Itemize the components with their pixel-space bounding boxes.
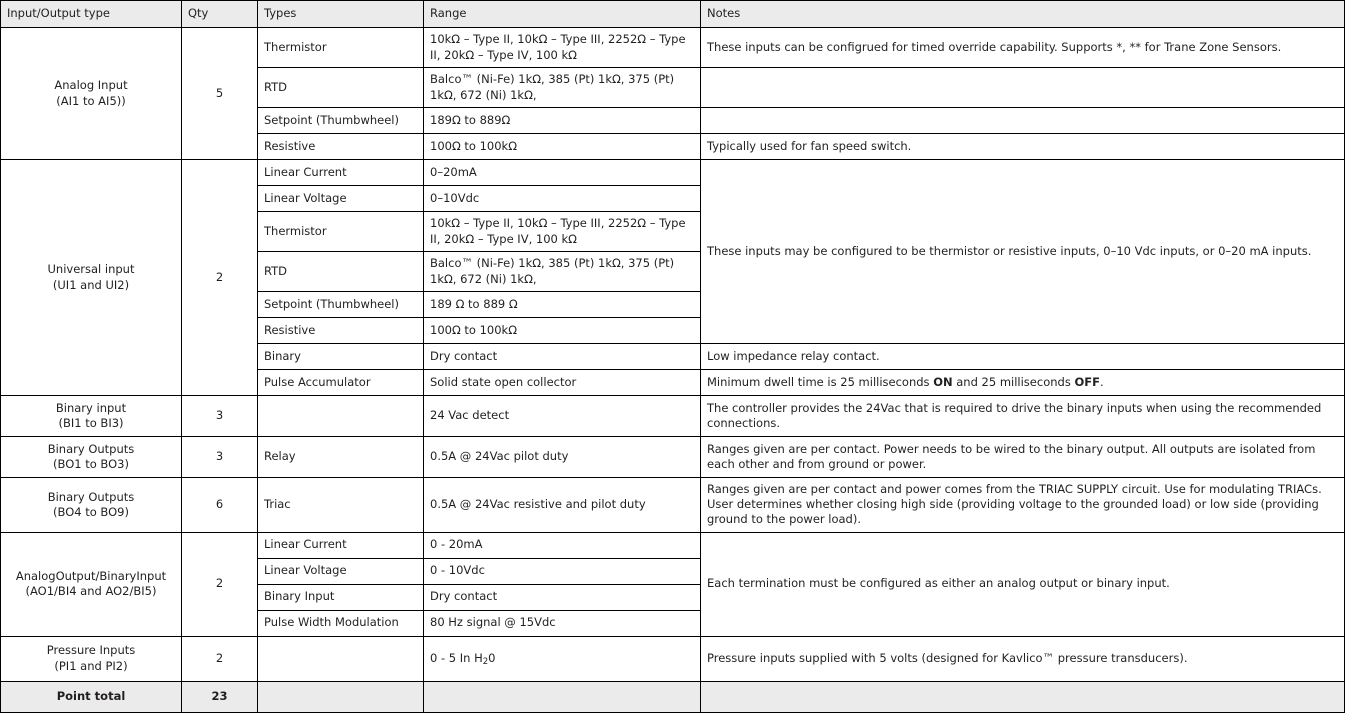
qty-cell: 2	[182, 532, 258, 636]
table-header	[1, 1, 1345, 28]
types-cell: Linear Current	[258, 532, 424, 558]
io-type-name: Binary Outputs	[47, 441, 135, 456]
types-cell: RTD	[258, 252, 424, 292]
footer-label: Point total	[1, 681, 182, 712]
io-type-designator: (AO1/BI4 and AO2/BI5)	[25, 584, 157, 599]
types-cell: Binary Input	[258, 584, 424, 610]
types-cell: Triac	[258, 478, 424, 533]
range-cell: 0.5A @ 24Vac pilot duty	[424, 437, 701, 478]
table-body	[1, 28, 1345, 682]
range-cell: 189 Ω to 889 Ω	[424, 292, 701, 318]
io-type-designator: (BI1 to BI3)	[58, 416, 124, 430]
range-cell: 100Ω to 100kΩ	[424, 318, 701, 344]
types-cell: Linear Voltage	[258, 558, 424, 584]
range-cell: Dry contact	[424, 344, 701, 370]
table-row	[1, 478, 1345, 533]
io-type-cell	[1, 532, 182, 636]
types-cell: Linear Current	[258, 160, 424, 186]
qty-cell: 3	[182, 437, 258, 478]
range-cell: 100Ω to 100kΩ	[424, 134, 701, 160]
notes-cell	[701, 108, 1345, 134]
notes-cell: These inputs may be configured to be thermistor or resistive inputs, 0–10 Vdc inputs, or 0–20 mA inputs.	[701, 160, 1345, 344]
footer-row-point-total	[1, 681, 1345, 712]
notes-cell: Low impedance relay contact.	[701, 344, 1345, 370]
io-type-designator: (BO1 to BO3)	[53, 457, 129, 471]
io-type-designator: (PI1 and PI2)	[54, 658, 128, 673]
notes-cell: The controller provides the 24Vac that is required to drive the binary inputs when using the recommended connections.	[701, 396, 1345, 437]
types-cell: Linear Voltage	[258, 186, 424, 212]
io-type-designator: (BO4 to BO9)	[53, 504, 129, 519]
io-type-designator: (UI1 and UI2)	[52, 277, 130, 292]
range-cell: Solid state open collector	[424, 370, 701, 396]
types-cell: Thermistor	[258, 28, 424, 68]
footer-types-blank	[258, 681, 424, 712]
footer-range-blank	[424, 681, 701, 712]
types-cell: RTD	[258, 68, 424, 108]
table-row	[1, 636, 1345, 681]
types-cell: Setpoint (Thumbwheel)	[258, 108, 424, 134]
range-cell: 0 - 20mA	[424, 532, 701, 558]
table-row	[1, 160, 1345, 186]
io-type-designator: (AI1 to AI5))	[56, 93, 126, 108]
notes-cell: Pressure inputs supplied with 5 volts (designed for Kavlico™ pressure transducers).	[701, 636, 1345, 681]
types-cell: Pulse Width Modulation	[258, 610, 424, 636]
io-type-cell	[1, 478, 182, 533]
range-cell: 189Ω to 889Ω	[424, 108, 701, 134]
header-row	[1, 1, 1345, 28]
range-cell: 80 Hz signal @ 15Vdc	[424, 610, 701, 636]
io-type-name: AnalogOutput/BinaryInput	[15, 568, 167, 583]
range-cell: 0–10Vdc	[424, 186, 701, 212]
notes-cell	[701, 68, 1345, 108]
io-type-name: Binary Outputs	[47, 489, 135, 504]
range-cell: 10kΩ – Type II, 10kΩ – Type III, 2252Ω – Type II, 20kΩ – Type IV, 100 kΩ	[424, 28, 701, 68]
column-header-input-output-type: Input/Output type	[1, 1, 182, 28]
types-cell: Pulse Accumulator	[258, 370, 424, 396]
types-cell	[258, 396, 424, 437]
column-header-types: Types	[258, 1, 424, 28]
footer-qty-total: 23	[182, 681, 258, 712]
table-row	[1, 532, 1345, 558]
qty-cell: 6	[182, 478, 258, 533]
notes-cell: Each termination must be configured as either an analog output or binary input.	[701, 532, 1345, 636]
qty-cell: 5	[182, 28, 258, 160]
range-cell: 24 Vac detect	[424, 396, 701, 437]
column-header-notes: Notes	[701, 1, 1345, 28]
notes-cell: These inputs can be configrued for timed override capability. Supports *, ** for Trane Zone Sensors.	[701, 28, 1345, 68]
notes-cell: Ranges given are per contact and power comes from the TRIAC SUPPLY circuit. Use for modulating TRIACs. User determines whether closing high side (providing voltage to the grounded load) or low side (providing ground to the power load).	[701, 478, 1345, 533]
io-type-cell	[1, 396, 182, 437]
io-type-name: Pressure Inputs	[46, 643, 136, 658]
types-cell: Resistive	[258, 134, 424, 160]
io-type-name: Universal input	[47, 262, 135, 277]
range-cell: Balco™ (Ni-Fe) 1kΩ, 385 (Pt) 1kΩ, 375 (Pt) 1kΩ, 672 (Ni) 1kΩ,	[424, 252, 701, 292]
io-type-name: Analog Input	[54, 78, 128, 93]
types-cell: Binary	[258, 344, 424, 370]
range-cell: 0.5A @ 24Vac resistive and pilot duty	[424, 478, 701, 533]
notes-cell: Ranges given are per contact. Power needs to be wired to the binary output. All outputs are isolated from each other and from ground or power.	[701, 437, 1345, 478]
table-row	[1, 437, 1345, 478]
io-type-cell	[1, 636, 182, 681]
table-footer	[1, 681, 1345, 712]
range-cell: Balco™ (Ni-Fe) 1kΩ, 385 (Pt) 1kΩ, 375 (Pt) 1kΩ, 672 (Ni) 1kΩ,	[424, 68, 701, 108]
qty-cell: 2	[182, 636, 258, 681]
range-cell: 10kΩ – Type II, 10kΩ – Type III, 2252Ω – Type II, 20kΩ – Type IV, 100 kΩ	[424, 212, 701, 252]
range-cell: 0 - 10Vdc	[424, 558, 701, 584]
qty-cell: 2	[182, 160, 258, 396]
table-row	[1, 28, 1345, 68]
io-type-cell	[1, 160, 182, 396]
footer-notes-blank	[701, 681, 1345, 712]
qty-cell: 3	[182, 396, 258, 437]
io-type-name: Binary input	[55, 400, 127, 415]
io-type-cell	[1, 437, 182, 478]
notes-cell: Minimum dwell time is 25 milliseconds ON and 25 milliseconds OFF.	[701, 370, 1345, 396]
types-cell: Resistive	[258, 318, 424, 344]
notes-cell: Typically used for fan speed switch.	[701, 134, 1345, 160]
column-header-qty: Qty	[182, 1, 258, 28]
column-header-range: Range	[424, 1, 701, 28]
io-type-cell	[1, 28, 182, 160]
types-cell: Thermistor	[258, 212, 424, 252]
types-cell	[258, 636, 424, 681]
types-cell: Setpoint (Thumbwheel)	[258, 292, 424, 318]
range-cell: 0 - 5 In $H_20$	[424, 636, 701, 681]
types-cell: Relay	[258, 437, 424, 478]
table-row	[1, 396, 1345, 437]
range-cell: 0–20mA	[424, 160, 701, 186]
range-cell: Dry contact	[424, 584, 701, 610]
